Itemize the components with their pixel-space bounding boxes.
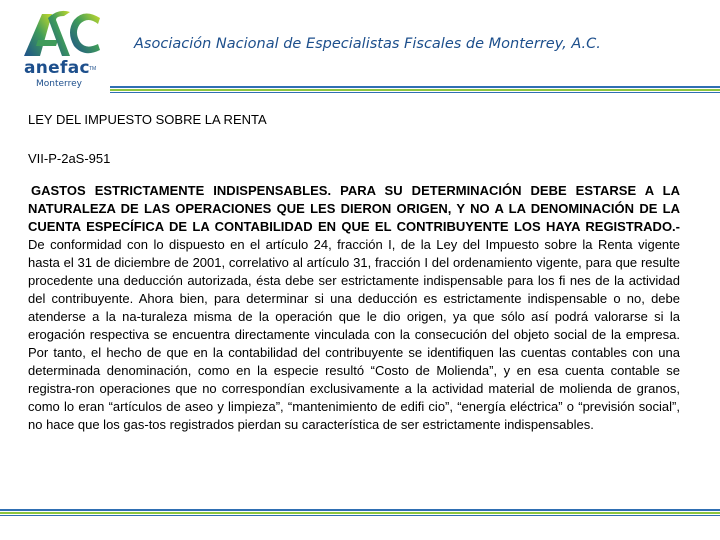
footer-rule-blue-thin <box>0 515 720 516</box>
thesis-text <box>28 182 680 434</box>
trademark-mark: TM <box>89 66 97 72</box>
header-rule-green <box>110 89 720 91</box>
footer-rule-blue <box>0 509 720 511</box>
header-rule-blue-thin <box>110 92 720 93</box>
anefac-location: Monterrey <box>36 79 82 89</box>
header-rule-blue <box>110 86 720 88</box>
law-title: LEY DEL IMPUESTO SOBRE LA RENTA <box>28 112 267 127</box>
thesis-body: De conformidad con lo dispuesto en el artículo 24, fracción I, de la Ley del Impuesto sobre la Renta vigente hasta el 31 de diciembre de 2001, correlativo al artículo 31, fracción I del ordenamiento vigente, para que resulte procedente una deducción autorizada, ésta debe ser estrictamente indispensable para los fi nes de la actividad del contribuyente. Ahora bien, para determinar si una deducción es estrictamente indispensable o no, debe atenderse a la na-turaleza misma de la operación que le dio origen, ya que sólo así podrá valorarse si la erogación respectiva se encuentra directamente vinculada con la consecución del objeto social de la empresa. Por tanto, el hecho de que en la contabilidad del contribuyente se identifiquen las cuentas contables con una determinada denominación, como en la especie resultó “Costo de Molienda”, y en esa cuenta contable se registra-ron operaciones que no correspondían exclusivamente a la actividad material de molienda de granos, como lo eran “artículos de aseo y limpieza”, “mantenimiento de edifi cio”, “energía eléctrica” o “previsión social”, no hace que los gas-tos registrados pierdan su característica de ser estrictamente indispensables. <box>28 237 680 432</box>
case-code: VII-P-2aS-951 <box>28 151 111 166</box>
anefac-wordmark: anefac <box>24 58 90 78</box>
thesis-heading: GASTOS ESTRICTAMENTE INDISPENSABLES. PARA SU DETERMINACIÓN DEBE ESTARSE A LA NATURALEZA DE LAS OPERACIONES QUE LES DIERON ORIGEN, Y NO A LA DENOMINACIÓN DE LA CUENTA ESPECÍFICA DE LA CONTABILIDAD EN QUE EL CONTRIBUYENTE LOS HAYA REGISTRADO.- <box>28 183 680 234</box>
organization-title: Asociación Nacional de Especialistas Fiscales de Monterrey, A.C. <box>134 36 601 52</box>
footer-rule-green <box>0 512 720 514</box>
